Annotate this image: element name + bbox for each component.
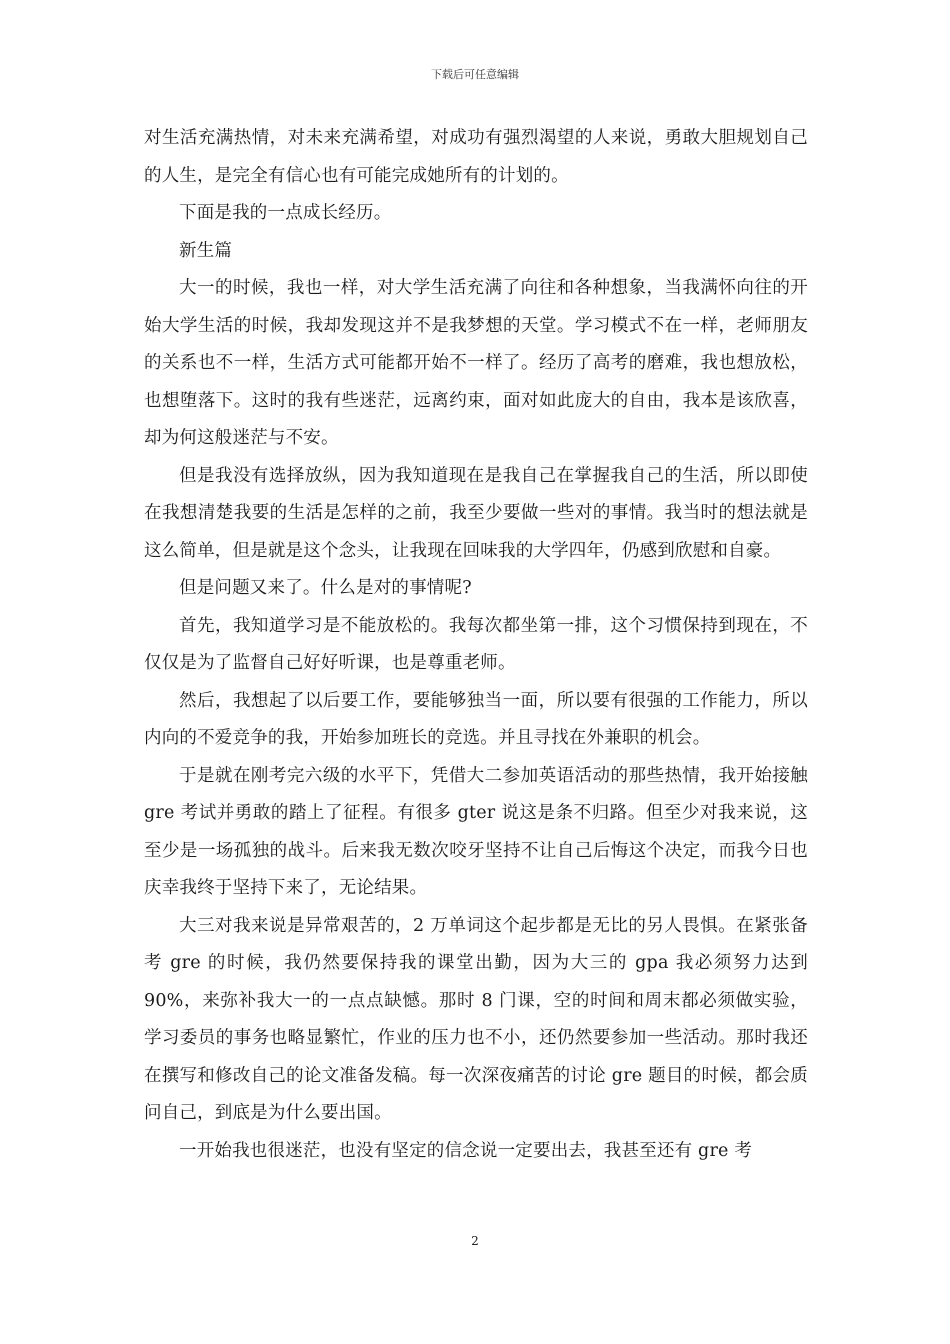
page-number: 2 bbox=[471, 1234, 479, 1248]
paragraph: 大三对我来说是异常艰苦的，2 万单词这个起步都是无比的另人畏惧。在紧张备考 gre 的时候，我仍然要保持我的课堂出勤，因为大三的 gpa 我必须努力达到 90%，来弥补我大一的一点点缺憾。那时 8 门课，空的时间和周末都必须做实验，学习委员的事务也略显繁忙，作业的压力也不小，还仍然要参加一些活动。那时我还在撰写和修改自己的论文准备发稿。每一次深夜痛苦的讨论 gre 题目的时候，都会质问自己，到底是为什么要出国。 bbox=[144, 915, 808, 1123]
paragraph: 但是问题又来了。什么是对的事情呢? bbox=[179, 578, 472, 598]
paragraph: 对生活充满热情，对未来充满希望，对成功有强烈渴望的人来说，勇敢大胆规划自己的人生，是完全有信心也有可能完成她所有的计划的。 bbox=[144, 128, 808, 186]
paragraph: 下面是我的一点成长经历。 bbox=[179, 203, 392, 223]
document-body bbox=[144, 120, 808, 1170]
paragraph: 于是就在刚考完六级的水平下，凭借大二参加英语活动的那些热情，我开始接触 gre 考试并勇敢的踏上了征程。有很多 gter 说这是条不归路。但至少对我来说，这至少是一场孤独的战斗。后来我无数次咬牙坚持不让自己后悔这个决定，而我今日也庆幸我终于坚持下来了，无论结果。 bbox=[144, 765, 808, 898]
paragraph: 然后，我想起了以后要工作，要能够独当一面，所以要有很强的工作能力，所以内向的不爱竞争的我，开始参加班长的竞选。并且寻找在外兼职的机会。 bbox=[144, 690, 808, 748]
page-header: 下载后可任意编辑 bbox=[431, 68, 519, 81]
paragraph: 首先，我知道学习是不能放松的。我每次都坐第一排，这个习惯保持到现在，不仅仅是为了监督自己好好听课，也是尊重老师。 bbox=[144, 615, 808, 673]
paragraph: 但是我没有选择放纵，因为我知道现在是我自己在掌握我自己的生活，所以即使在我想清楚我要的生活是怎样的之前，我至少要做一些对的事情。我当时的想法就是这么简单，但是就是这个念头，让我现在回味我的大学四年，仍感到欣慰和自豪。 bbox=[144, 465, 808, 561]
paragraph: 大一的时候，我也一样，对大学生活充满了向往和各种想象，当我满怀向往的开始大学生活的时候，我却发现这并不是我梦想的天堂。学习模式不在一样，老师朋友的关系也不一样，生活方式可能都开始不一样了。经历了高考的磨难，我也想放松，也想堕落下。这时的我有些迷茫，远离约束，面对如此庞大的自由，我本是该欣喜，却为何这般迷茫与不安。 bbox=[144, 278, 808, 448]
section-heading: 新生篇 bbox=[179, 240, 233, 261]
paragraph: 一开始我也很迷茫，也没有坚定的信念说一定要出去，我甚至还有 gre 考 bbox=[179, 1140, 753, 1161]
